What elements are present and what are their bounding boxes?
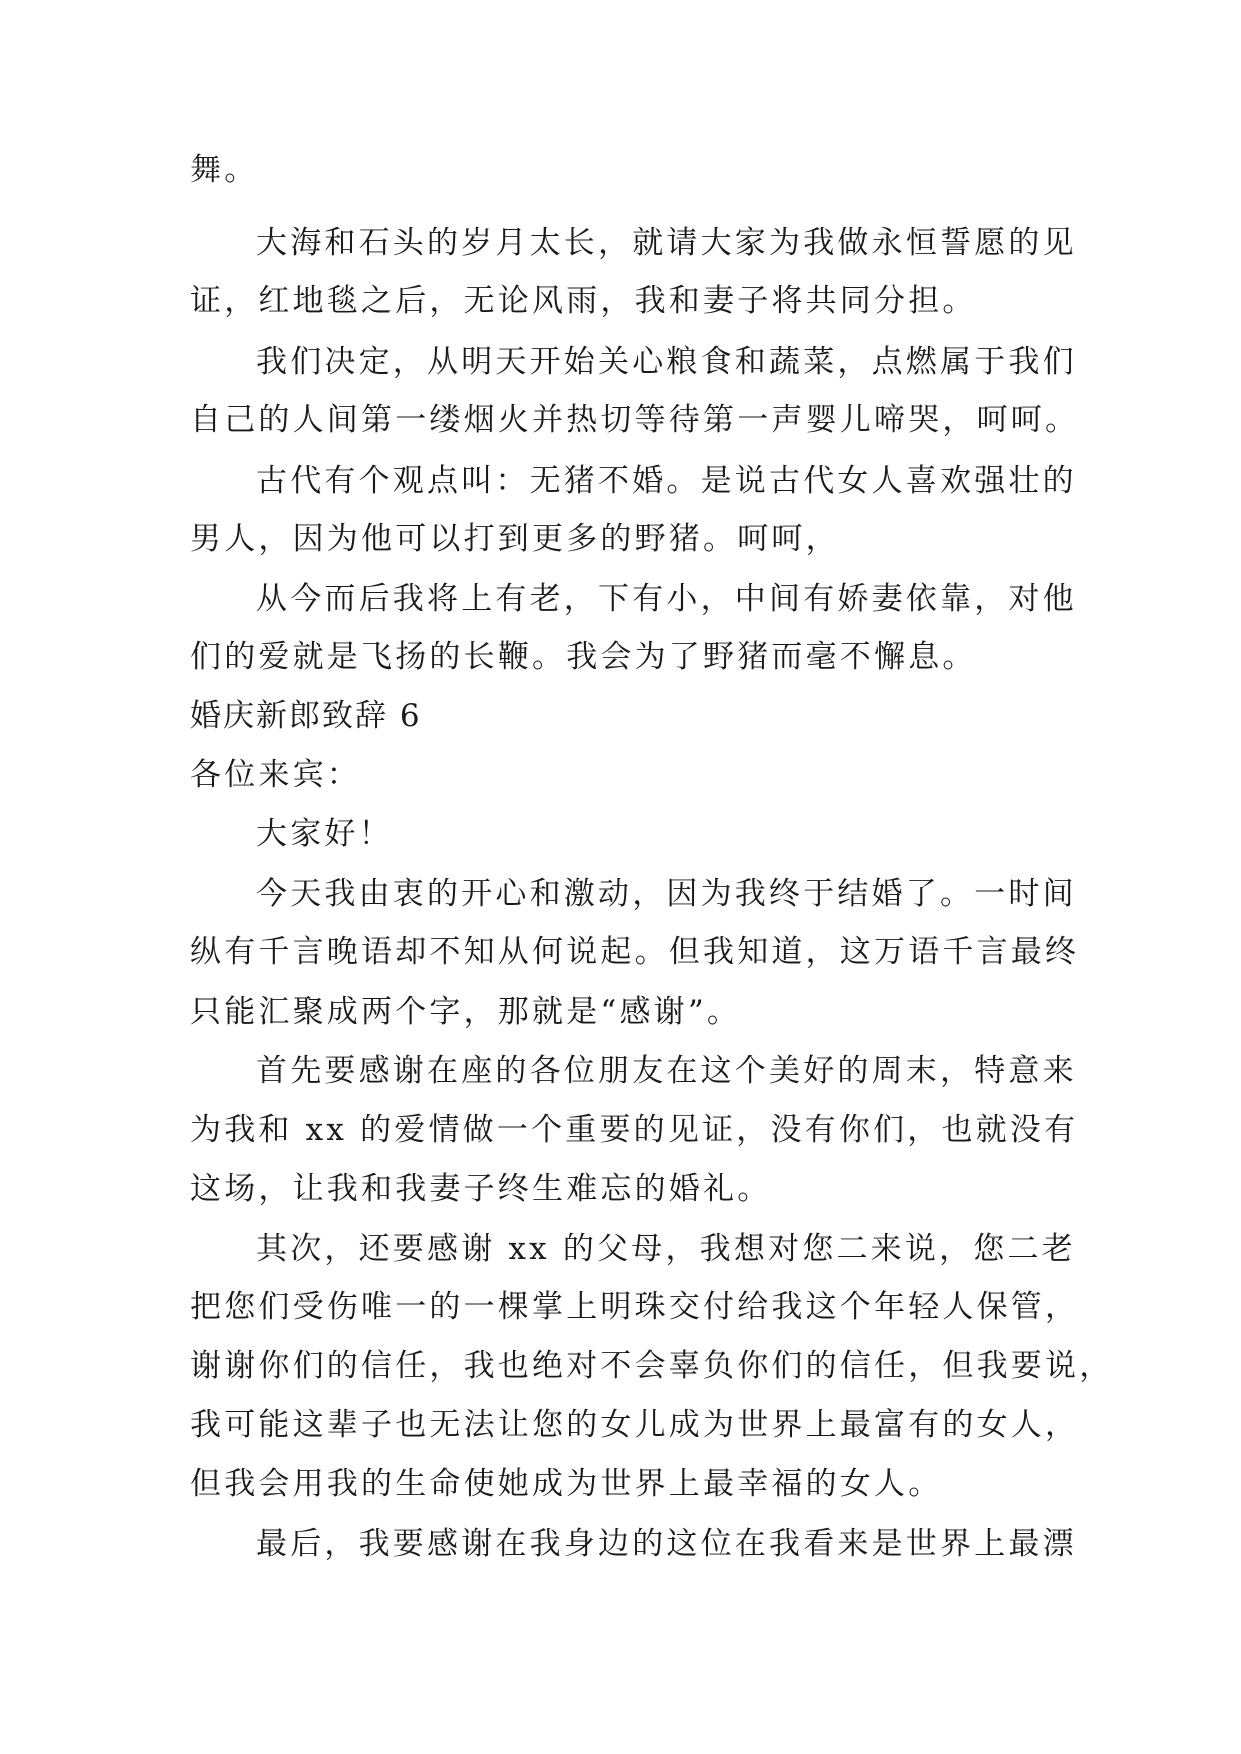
text-line: 纵有千言晚语却不知从何说起。但我知道，这万语千言最终 [190,934,1080,970]
text-line: 我可能这辈子也无法让您的女儿成为世界上最富有的女人， [190,1407,1080,1443]
text-line: 证，红地毯之后，无论风雨，我和妻子将共同分担。 [190,283,977,319]
text-line: 这场，让我和我妻子终生难忘的婚礼。 [190,1171,772,1207]
paragraph-start-line: 其次，还要感谢 xx 的父母，我想对您二来说，您二老 [256,1231,1076,1267]
paragraph-start-line: 古代有个观点叫：无猪不婚。是说古代女人喜欢强壮的 [256,463,1077,499]
paragraph-start-line: 今天我由衷的开心和激动，因为我终于结婚了。一时间 [256,876,1077,912]
paragraph-start-line: 最后，我要感谢在我身边的这位在我看来是世界上最漂 [256,1526,1077,1562]
greeting: 大家好！ [256,816,393,852]
paragraph-start-line: 从今而后我将上有老，下有小，中间有娇妻依靠，对他 [256,581,1077,617]
text-line: 谢谢你们的信任，我也绝对不会辜负你们的信任，但我要说， [190,1348,1114,1384]
paragraph-start-line: 大海和石头的岁月太长，就请大家为我做永恒誓愿的见 [256,225,1077,261]
text-line: 舞。 [190,152,259,188]
text-line: 男人，因为他可以打到更多的野猪。呵呵， [190,521,840,557]
text-line: 自己的人间第一缕烟火并热切等待第一声婴儿啼哭，呵呵。 [190,402,1080,438]
section-heading: 婚庆新郎致辞 6 [190,698,422,734]
paragraph-start-line: 首先要感谢在座的各位朋友在这个美好的周末，特意来 [256,1053,1077,1089]
text-line: 们的爱就是飞扬的长鞭。我会为了野猪而毫不懈息。 [190,639,977,675]
paragraph-start-line: 我们决定，从明天开始关心粮食和蔬菜，点燃属于我们 [256,344,1077,380]
salutation: 各位来宾： [190,757,361,793]
text-line: 为我和 xx 的爱情做一个重要的见证，没有你们，也就没有 [190,1112,1079,1148]
text-line: 只能汇聚成两个字，那就是“感谢”。 [190,994,742,1030]
text-line: 把您们受伤唯一的一棵掌上明珠交付给我这个年轻人保管， [190,1289,1080,1325]
text-line: 但我会用我的生命使她成为世界上最幸福的女人。 [190,1466,943,1502]
